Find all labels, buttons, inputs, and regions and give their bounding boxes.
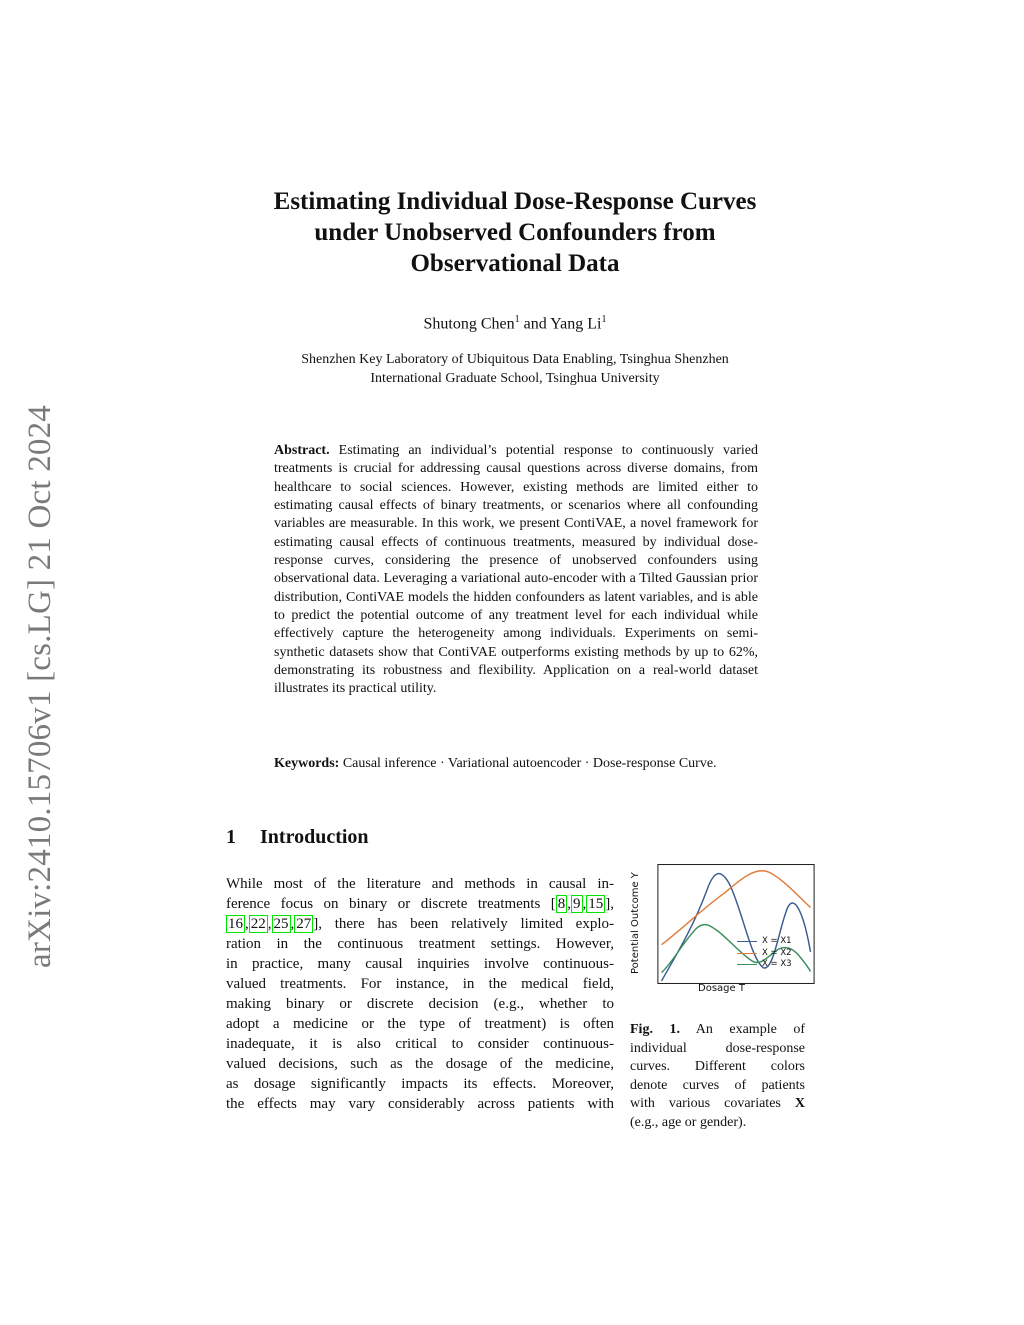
section-heading xyxy=(226,826,369,849)
citation-link[interactable]: 9 xyxy=(573,896,581,912)
citation-link[interactable]: 25 xyxy=(273,916,289,932)
author-2-affil: 1 xyxy=(601,314,607,325)
citation-link[interactable]: 27 xyxy=(296,916,312,932)
legend-entry: X = X2 xyxy=(737,948,792,960)
caption-line: (e.g., age or gender). xyxy=(630,1114,747,1130)
figure-caption xyxy=(630,1021,805,1133)
intro-line: in practice, many causal inquiries involve continuous- xyxy=(226,956,614,972)
citation-link[interactable]: 16 xyxy=(228,916,243,932)
paper-title xyxy=(200,186,830,279)
citation-link[interactable]: 22 xyxy=(250,916,266,932)
affiliation-line-1: Shenzhen Key Laboratory of Ubiquitous Data Enabling, Tsinghua Shenzhen xyxy=(301,352,729,367)
intro-line: While most of the literature and methods in causal in- xyxy=(226,876,614,892)
caption-line: Fig. 1. An example of xyxy=(630,1022,805,1037)
caption-line: curves. Different colors xyxy=(630,1059,805,1075)
caption-line: denote curves of patients xyxy=(630,1077,805,1093)
caption-line: individual dose-response xyxy=(630,1040,805,1056)
citation-link[interactable]: 8 xyxy=(557,896,566,912)
intro-line: as dosage significantly impacts its effects. Moreover, xyxy=(226,1076,614,1092)
dose-response-figure xyxy=(650,864,822,984)
abstract-text: Estimating an individual’s potential response to continuously varied treatments is crucial for addressing causal questions across diverse domains, from healthcare to social sciences. However, existing methods are limited either to estimating causal effects of binary treatments, or scenarios where all confounding variables are measurable. In this work, we present ContiVAE, a novel framework for estimating causal effects of continuous treatments, measured by individual dose-response curves, considering the presence of unobserved confounders using observational data. Leveraging a variational auto-encoder with a Tilted Gaussian prior distribution, ContiVAE models the hidden confounders as latent variables, and is able to predict the potential outcome of any treatment level for each individual while effectively capture the heterogeneity among individuals. Experiments on semi-synthetic datasets show that ContiVAE outperforms existing methods by up to 62%, demonstrating its robustness and flexibility. Application on a real-world dataset illustrates its practical utility. xyxy=(274,443,758,697)
authors xyxy=(200,314,830,333)
caption-label: Fig. 1. xyxy=(630,1022,680,1037)
keywords-text: Causal inference · Variational autoencoder · Dose-response Curve. xyxy=(342,756,717,771)
author-conj: and xyxy=(519,315,551,333)
keywords xyxy=(274,755,758,774)
legend-entry: X = X1 xyxy=(737,936,792,948)
affiliation-line-2: International Graduate School, Tsinghua University xyxy=(370,371,660,386)
intro-line: the effects may vary considerably across patients with xyxy=(226,1096,614,1112)
intro-line: ference focus on binary or discrete treatments [ 8 , 9 , 15 ], xyxy=(226,896,614,912)
intro-paragraph xyxy=(226,874,614,1114)
legend-swatch-x3 xyxy=(737,964,757,965)
title-line-1: Estimating Individual Dose-Response Curves xyxy=(273,188,757,215)
author-1-affil: 1 xyxy=(514,314,520,325)
intro-line: valued treatments. For instance, in the medical field, xyxy=(226,976,614,992)
intro-line: inadequate, it is also critical to consider continuous- xyxy=(226,1036,614,1052)
affiliation xyxy=(200,350,830,388)
abstract-label: Abstract. xyxy=(274,443,330,458)
legend-swatch-x2 xyxy=(737,953,757,954)
caption-line: with various covariates X xyxy=(630,1096,805,1112)
author-2: Yang Li xyxy=(550,315,602,333)
legend-entry: X = X3 xyxy=(737,959,792,971)
abstract xyxy=(274,442,758,699)
section-number: 1 xyxy=(226,826,236,848)
figure-y-axis-label: Potential Outcome Y xyxy=(630,872,641,974)
legend-swatch-x1 xyxy=(737,941,757,942)
intro-line: valued decisions, such as the dosage of the medicine, xyxy=(226,1056,614,1072)
figure-x-axis-label: Dosage T xyxy=(698,983,745,994)
citation-link[interactable]: 15 xyxy=(588,896,604,912)
title-line-3: Observational Data xyxy=(410,250,620,277)
intro-line: making binary or discrete decision (e.g., whether to xyxy=(226,996,614,1012)
intro-line: ration in the continuous treatment settings. However, xyxy=(226,936,614,952)
intro-line: 16 , 22 , 25 , 27 ], there has been relatively limited explo- xyxy=(228,916,614,932)
keywords-label: Keywords: xyxy=(274,756,340,771)
author-1: Shutong Chen xyxy=(423,315,515,333)
title-line-2: under Unobserved Confounders from xyxy=(314,219,716,246)
intro-line: adopt a medicine or the type of treatment) is often xyxy=(226,1016,614,1032)
arxiv-identifier: arXiv:2410.15706v1 [cs.LG] 21 Oct 2024 xyxy=(22,404,58,968)
figure-legend xyxy=(737,936,792,971)
section-title: Introduction xyxy=(260,826,369,848)
